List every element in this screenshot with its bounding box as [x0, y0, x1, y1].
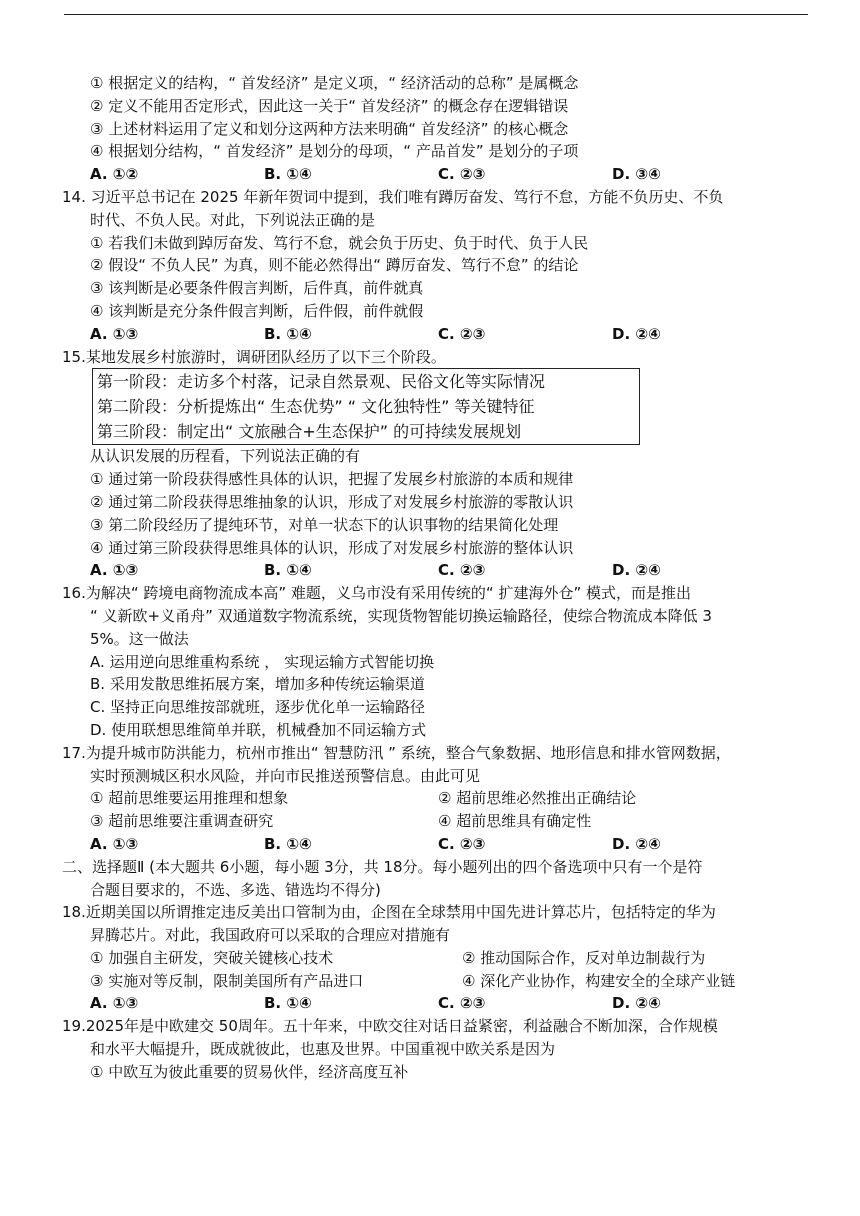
q18-option-4: ④ 深化产业协作，构建安全的全球产业链 — [462, 971, 736, 990]
section-2-heading-line-1: 二、选择题Ⅱ (本大题共 6小题，每小题 3分，共 18分。每小题列出的四个备选项中只有一个是符 — [62, 857, 703, 876]
q13-choice-c[interactable]: C. ②③ — [438, 165, 486, 184]
q16-stem-line-1: 16.为解决“ 跨境电商物流成本高” 难题，义乌市没有采用传统的“ 扩建海外仓” 模式，而是推出 — [62, 584, 692, 603]
q17-stem-line-2: 实时预测城区积水风险，并向市民推送预警信息。由此可见 — [90, 766, 481, 785]
q14-choice-d[interactable]: D. ②④ — [612, 324, 661, 343]
q14-stem-line-1: 14. 习近平总书记在 2025 年新年贺词中提到，我们唯有蹲厉奋发、笃行不怠，方能不负历史、不负 — [62, 187, 724, 206]
q15-choice-a[interactable]: A. ①③ — [90, 561, 139, 580]
q17-choice-d[interactable]: D. ②④ — [612, 834, 661, 853]
q15-stage-2: 第二阶段：分析提炼出“ 生态优势” “ 文化独特性” 等关键特征 — [97, 397, 535, 417]
q13-choice-d[interactable]: D. ③④ — [612, 165, 661, 184]
q17-stem-line-1: 17.为提升城市防洪能力，杭州市推出“ 智慧防汛 ” 系统，整合气象数据、地形信息和排水管网数据， — [62, 743, 731, 762]
q14-choice-c[interactable]: C. ②③ — [438, 324, 486, 343]
q13-option-3: ③ 上述材料运用了定义和划分这两种方法来明确“ 首发经济” 的核心概念 — [90, 119, 569, 138]
q17-option-1: ① 超前思维要运用推理和想象 — [90, 789, 289, 808]
q13-option-2: ② 定义不能用否定形式，因此这一关于“ 首发经济” 的概念存在逻辑错误 — [90, 96, 569, 115]
q18-options-row-1 — [62, 947, 812, 970]
q18-stem-line-2: 昇腾芯片。对此，我国政府可以采取的合理应对措施有 — [90, 926, 451, 945]
q16-option-d[interactable]: D. 使用联想思维简单并联，机械叠加不同运输方式 — [90, 720, 427, 739]
q14-choice-a[interactable]: A. ①③ — [90, 324, 139, 343]
q15-choices — [62, 559, 812, 582]
q14-option-1: ① 若我们未做到踔厉奋发、笃行不怠，就会负于历史、负于时代、负于人民 — [90, 233, 589, 252]
q14-choices — [62, 323, 812, 346]
q14-stem-line-2: 时代、不负人民。对此，下列说法正确的是 — [90, 210, 376, 229]
q19-option-1: ① 中欧互为彼此重要的贸易伙伴，经济高度互补 — [90, 1062, 409, 1081]
q16-option-c[interactable]: C. 坚持正向思维按部就班，逐步优化单一运输路径 — [90, 698, 426, 717]
q18-option-3: ③ 实施对等反制，限制美国所有产品进口 — [90, 971, 364, 990]
q18-stem-line-1: 18.近期美国以所谓推定违反美出口管制为由，企图在全球禁用中国先进计算芯片，包括特定的华为 — [62, 903, 716, 922]
q17-choices — [62, 833, 812, 856]
q19-stem-line-2: 和水平大幅提升，既成就彼此，也惠及世界。中国重视中欧关系是因为 — [90, 1040, 556, 1059]
q18-choice-b[interactable]: B. ①④ — [264, 994, 312, 1013]
q13-choices — [62, 163, 812, 186]
q15-stage-3: 第三阶段：制定出“ 文旅融合+生态保护” 的可持续发展规划 — [97, 422, 522, 442]
section-2-heading-line-2: 合题目要求的，不选、多选、错选均不得分) — [90, 880, 381, 899]
q14-option-3: ③ 该判断是必要条件假言判断，后件真，前件就真 — [90, 279, 424, 298]
exam-page — [62, 72, 812, 1084]
q16-stem-line-3: 5%。这一做法 — [90, 629, 189, 648]
q15-choice-c[interactable]: C. ②③ — [438, 561, 486, 580]
q18-choice-c[interactable]: C. ②③ — [438, 994, 486, 1013]
q14-choice-b[interactable]: B. ①④ — [264, 324, 312, 343]
q17-option-2: ② 超前思维必然推出正确结论 — [438, 789, 637, 808]
q14-option-4: ④ 该判断是充分条件假言判断，后件假，前件就假 — [90, 301, 424, 320]
q15-option-1: ① 通过第一阶段获得感性具体的认识，把握了发展乡村旅游的本质和规律 — [90, 470, 574, 489]
q17-options-row-1 — [62, 787, 812, 810]
q13-choice-b[interactable]: B. ①④ — [264, 165, 312, 184]
q15-option-3: ③ 第二阶段经历了提纯环节，对单一状态下的认识事物的结果简化处理 — [90, 515, 559, 534]
q15-option-4: ④ 通过第三阶段获得思维具体的认识，形成了对发展乡村旅游的整体认识 — [90, 538, 574, 557]
q16-option-b[interactable]: B. 采用发散思维拓展方案，增加多种传统运输渠道 — [90, 675, 425, 694]
top-rule — [64, 14, 808, 15]
q18-choices — [62, 992, 812, 1015]
q18-choice-a[interactable]: A. ①③ — [90, 994, 139, 1013]
q17-option-4: ④ 超前思维具有确定性 — [438, 812, 592, 831]
q18-choice-d[interactable]: D. ②④ — [612, 994, 661, 1013]
q17-option-3: ③ 超前思维要注重调查研究 — [90, 812, 274, 831]
q17-choice-c[interactable]: C. ②③ — [438, 834, 486, 853]
q18-option-1: ① 加强自主研发，突破关键核心技术 — [90, 948, 334, 967]
q15-option-2: ② 通过第二阶段获得思维抽象的认识，形成了对发展乡村旅游的零散认识 — [90, 492, 574, 511]
q15-choice-d[interactable]: D. ②④ — [612, 561, 661, 580]
q13-option-1: ① 根据定义的结构，“ 首发经济” 是定义项，“ 经济活动的总称” 是属概念 — [90, 74, 579, 92]
q15-question: 从认识发展的历程看，下列说法正确的有 — [90, 447, 361, 466]
q17-choice-b[interactable]: B. ①④ — [264, 834, 312, 853]
q15-stage-1: 第一阶段：走访多个村落，记录自然景观、民俗文化等实际情况 — [97, 372, 546, 392]
q19-stem-line-1: 19.2025年是中欧建交 50周年。五十年来，中欧交往对话日益紧密，利益融合不断加深，合作规模 — [62, 1017, 718, 1036]
q16-stem-line-2: “ 义新欧+义甬舟” 双通道数字物流系统，实现货物智能切换运输路径，使综合物流成本降低 3 — [90, 606, 712, 625]
q18-options-row-2 — [62, 970, 812, 993]
q15-stem: 15.某地发展乡村旅游时，调研团队经历了以下三个阶段。 — [62, 347, 446, 366]
q13-option-4: ④ 根据划分结构，“ 首发经济” 是划分的母项，“ 产品首发” 是划分的子项 — [90, 142, 579, 161]
q15-stages-box — [92, 368, 640, 445]
q18-option-2: ② 推动国际合作，反对单边制裁行为 — [462, 948, 706, 967]
q17-options-row-2 — [62, 810, 812, 833]
q15-choice-b[interactable]: B. ①④ — [264, 561, 312, 580]
q14-option-2: ② 假设“ 不负人民” 为真，则不能必然得出“ 蹲厉奋发、笃行不怠” 的结论 — [90, 256, 579, 275]
q13-choice-a[interactable]: A. ①② — [90, 165, 139, 184]
q17-choice-a[interactable]: A. ①③ — [90, 834, 139, 853]
q16-option-a[interactable]: A. 运用逆向思维重构系统 ， 实现运输方式智能切换 — [90, 652, 435, 671]
